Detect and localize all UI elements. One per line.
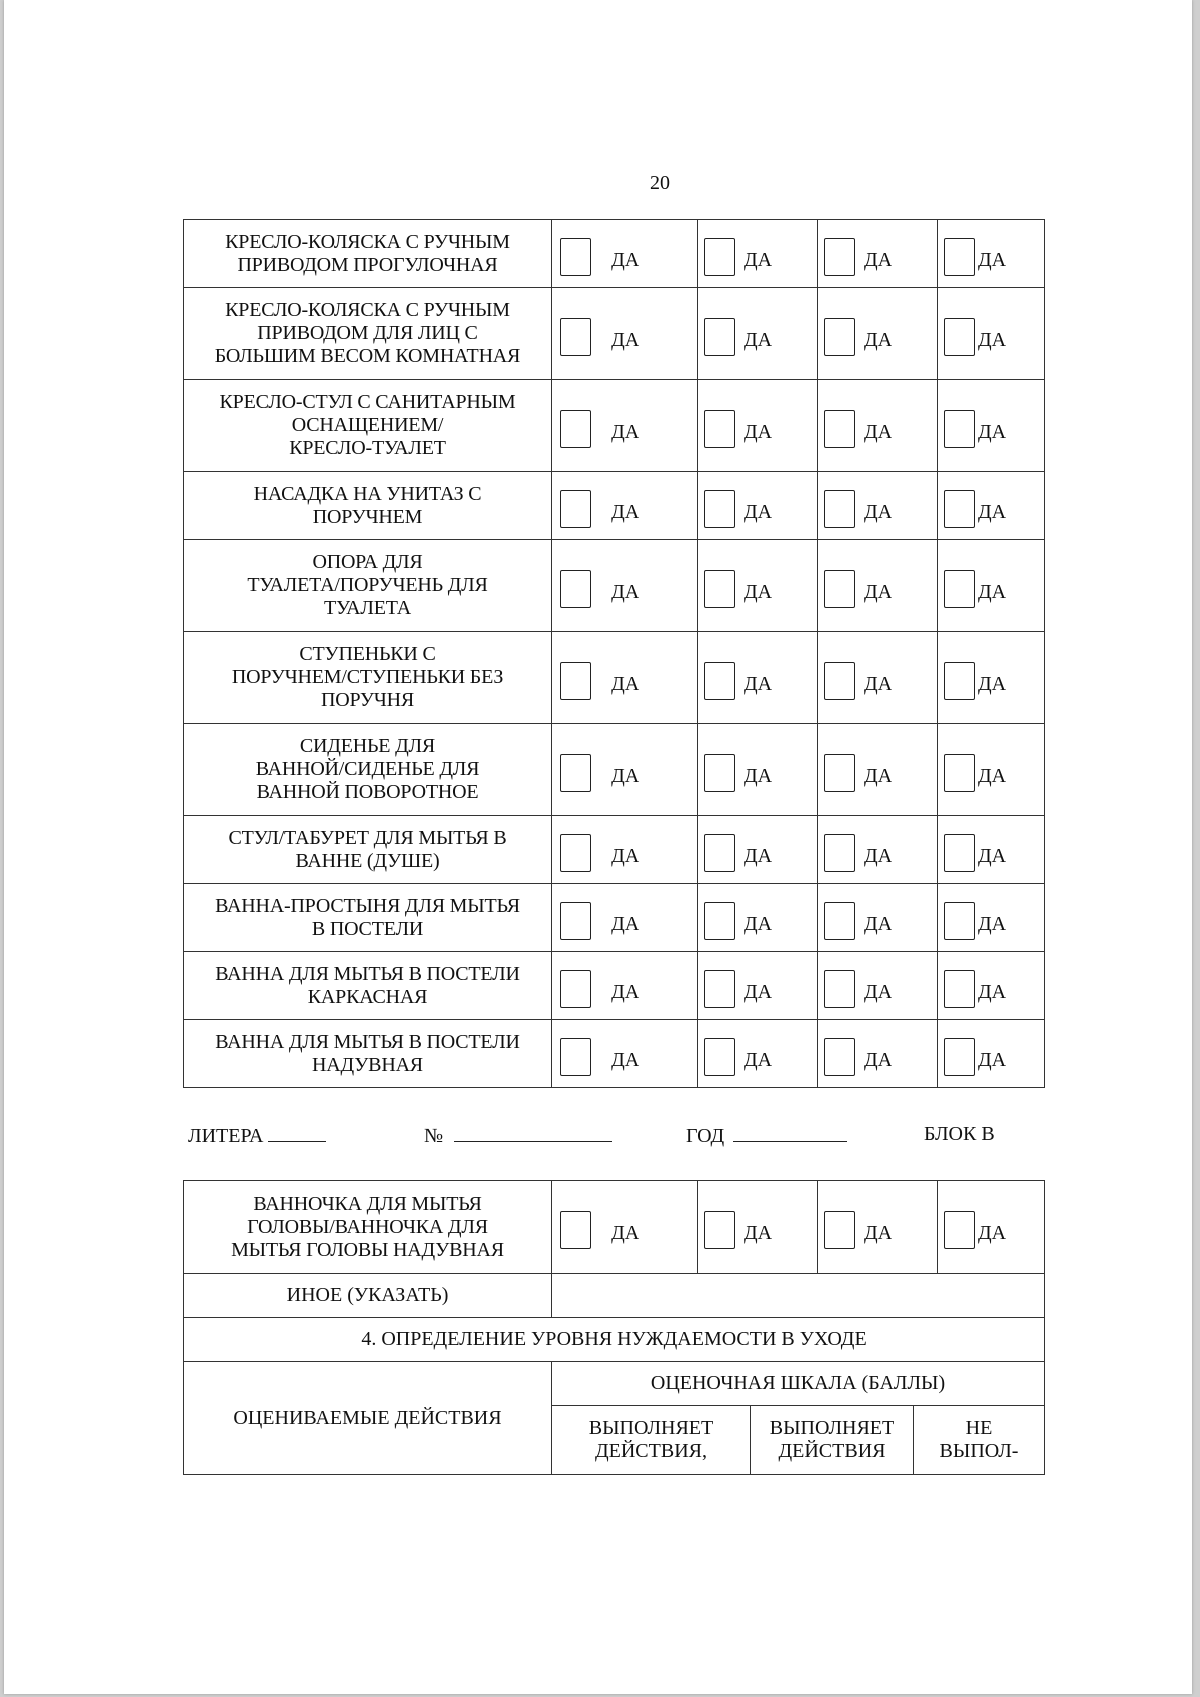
year-blank[interactable] bbox=[733, 1123, 847, 1142]
checkbox[interactable] bbox=[824, 834, 855, 872]
option-cell bbox=[938, 288, 1045, 380]
table-row bbox=[184, 380, 1045, 472]
checkbox[interactable] bbox=[560, 490, 591, 528]
checkbox[interactable] bbox=[560, 318, 591, 356]
option-label: ДА bbox=[611, 844, 640, 867]
checkbox[interactable] bbox=[944, 1038, 975, 1076]
checkbox[interactable] bbox=[944, 318, 975, 356]
needs-assessment-table bbox=[183, 1180, 1045, 1475]
option-label: ДА bbox=[864, 580, 893, 603]
option-cell bbox=[818, 472, 938, 540]
checkbox[interactable] bbox=[704, 238, 735, 276]
item-name-line: КРЕСЛО-СТУЛ С САНИТАРНЫМ bbox=[219, 391, 516, 413]
item-name-line: КРЕСЛО-ТУАЛЕТ bbox=[289, 437, 446, 459]
option-label: ДА bbox=[978, 844, 1007, 867]
scale-col-line: ДЕЙСТВИЯ, bbox=[595, 1440, 707, 1462]
option-label: ДА bbox=[744, 980, 773, 1003]
item-name-line: ВАННОЙ ПОВОРОТНОЕ bbox=[256, 781, 479, 803]
option-label: ДА bbox=[611, 912, 640, 935]
option-cell bbox=[698, 380, 818, 472]
checkbox[interactable] bbox=[824, 238, 855, 276]
option-label: ДА bbox=[978, 980, 1007, 1003]
item-name-line: СТУЛ/ТАБУРЕТ ДЛЯ МЫТЬЯ В bbox=[228, 826, 507, 849]
item-name-line: ТУАЛЕТА bbox=[323, 597, 412, 619]
checkbox[interactable] bbox=[824, 754, 855, 792]
scale-col-2 bbox=[751, 1406, 914, 1474]
option-label: ДА bbox=[611, 580, 640, 603]
option-cell bbox=[818, 816, 938, 884]
checkbox[interactable] bbox=[704, 902, 735, 940]
option-cell bbox=[818, 288, 938, 380]
item-name-line: ПОРУЧНЕМ bbox=[312, 505, 423, 528]
scale-header: ОЦЕНОЧНАЯ ШКАЛА (БАЛЛЫ) bbox=[552, 1362, 1045, 1406]
item-name-line: ОПОРА ДЛЯ bbox=[312, 551, 423, 573]
checkbox[interactable] bbox=[944, 238, 975, 276]
option-label: ДА bbox=[864, 844, 893, 867]
table-row bbox=[184, 220, 1045, 288]
table-row bbox=[184, 724, 1045, 816]
number-blank[interactable] bbox=[454, 1123, 612, 1142]
option-label: ДА bbox=[864, 1221, 893, 1244]
option-label: ДА bbox=[611, 980, 640, 1003]
table-row bbox=[184, 1274, 1045, 1318]
item-name-cell bbox=[184, 288, 552, 380]
scale-col-line: ВЫПОЛ- bbox=[939, 1440, 1019, 1462]
option-label: ДА bbox=[744, 764, 773, 787]
option-label: ДА bbox=[978, 500, 1007, 523]
option-label: ДА bbox=[744, 580, 773, 603]
checkbox[interactable] bbox=[704, 1038, 735, 1076]
item-name-cell bbox=[184, 472, 552, 540]
option-label: ДА bbox=[864, 500, 893, 523]
scale-columns bbox=[552, 1406, 1045, 1475]
table-row bbox=[184, 540, 1045, 632]
option-cell bbox=[698, 952, 818, 1020]
table-row bbox=[184, 1362, 1045, 1406]
option-label: ДА bbox=[978, 1048, 1007, 1071]
checkbox[interactable] bbox=[944, 1211, 975, 1249]
checkbox[interactable] bbox=[560, 1038, 591, 1076]
table-row bbox=[184, 884, 1045, 952]
other-label-cell: ИНОЕ (УКАЗАТЬ) bbox=[184, 1274, 552, 1318]
checkbox[interactable] bbox=[824, 570, 855, 608]
item-name-line: ТУАЛЕТА/ПОРУЧЕНЬ ДЛЯ bbox=[247, 574, 488, 596]
item-name-line: ОСНАЩЕНИЕМ/ bbox=[291, 414, 444, 436]
option-label: ДА bbox=[611, 420, 640, 443]
item-name-cell bbox=[184, 1181, 552, 1274]
block-label: БЛОК В bbox=[924, 1123, 995, 1145]
item-name-cell bbox=[184, 380, 552, 472]
option-label: ДА bbox=[744, 1048, 773, 1071]
item-name-line: КАРКАСНАЯ bbox=[307, 985, 428, 1008]
item-name-cell bbox=[184, 884, 552, 952]
option-label: ДА bbox=[978, 912, 1007, 935]
option-cell bbox=[818, 884, 938, 952]
item-name-cell bbox=[184, 540, 552, 632]
checkbox[interactable] bbox=[560, 970, 591, 1008]
item-name-line: СИДЕНЬЕ ДЛЯ bbox=[299, 735, 436, 757]
checkbox[interactable] bbox=[944, 902, 975, 940]
checkbox[interactable] bbox=[824, 1211, 855, 1249]
option-label: ДА bbox=[611, 248, 640, 271]
actions-header: ОЦЕНИВАЕМЫЕ ДЕЙСТВИЯ bbox=[184, 1362, 552, 1475]
table-row bbox=[184, 952, 1045, 1020]
item-name-line: КРЕСЛО-КОЛЯСКА С РУЧНЫМ bbox=[225, 299, 510, 321]
option-cell bbox=[938, 952, 1045, 1020]
checkbox[interactable] bbox=[944, 754, 975, 792]
item-name-line: ПОРУЧНЕМ/СТУПЕНЬКИ БЕЗ bbox=[231, 666, 504, 688]
option-cell bbox=[938, 724, 1045, 816]
item-name-cell bbox=[184, 952, 552, 1020]
option-label: ДА bbox=[611, 500, 640, 523]
option-cell bbox=[938, 1020, 1045, 1088]
option-cell bbox=[818, 1181, 938, 1274]
option-label: ДА bbox=[611, 328, 640, 351]
table-row bbox=[184, 816, 1045, 884]
option-label: ДА bbox=[864, 980, 893, 1003]
checkbox[interactable] bbox=[560, 902, 591, 940]
scale-col-3 bbox=[914, 1406, 1044, 1474]
checkbox[interactable] bbox=[704, 970, 735, 1008]
option-cell bbox=[698, 540, 818, 632]
scale-col-line: ДЕЙСТВИЯ bbox=[778, 1440, 886, 1462]
option-cell bbox=[938, 472, 1045, 540]
checkbox[interactable] bbox=[560, 1211, 591, 1249]
option-cell bbox=[698, 724, 818, 816]
table-row bbox=[184, 1318, 1045, 1362]
option-cell bbox=[938, 220, 1045, 288]
option-label: ДА bbox=[978, 580, 1007, 603]
item-name-line: СТУПЕНЬКИ С bbox=[299, 643, 436, 665]
checkbox[interactable] bbox=[944, 970, 975, 1008]
option-label: ДА bbox=[978, 248, 1007, 271]
option-label: ДА bbox=[611, 672, 640, 695]
checkbox[interactable] bbox=[560, 570, 591, 608]
item-name-line: ГОЛОВЫ/ВАННОЧКА ДЛЯ bbox=[247, 1215, 488, 1238]
option-cell bbox=[552, 540, 698, 632]
option-cell bbox=[938, 540, 1045, 632]
checkbox[interactable] bbox=[560, 238, 591, 276]
page-number: 20 bbox=[650, 172, 670, 194]
option-cell bbox=[552, 220, 698, 288]
checkbox[interactable] bbox=[824, 970, 855, 1008]
year-label: ГОД bbox=[686, 1125, 725, 1147]
item-name-line: ВАННА ДЛЯ МЫТЬЯ В ПОСТЕЛИ bbox=[215, 1030, 520, 1053]
option-cell bbox=[552, 632, 698, 724]
table-row bbox=[184, 1020, 1045, 1088]
option-cell bbox=[552, 1020, 698, 1088]
option-cell bbox=[552, 1181, 698, 1274]
checkbox[interactable] bbox=[704, 754, 735, 792]
option-label: ДА bbox=[611, 764, 640, 787]
option-label: ДА bbox=[978, 328, 1007, 351]
option-label: ДА bbox=[864, 420, 893, 443]
option-label: ДА bbox=[978, 420, 1007, 443]
option-label: ДА bbox=[864, 1048, 893, 1071]
item-name-line: МЫТЬЯ ГОЛОВЫ НАДУВНАЯ bbox=[231, 1238, 504, 1261]
option-cell bbox=[818, 724, 938, 816]
option-label: ДА bbox=[864, 672, 893, 695]
checkbox[interactable] bbox=[704, 834, 735, 872]
option-cell bbox=[552, 952, 698, 1020]
option-cell bbox=[818, 1020, 938, 1088]
option-cell bbox=[698, 1181, 818, 1274]
option-label: ДА bbox=[978, 1221, 1007, 1244]
litera-label: ЛИТЕРА bbox=[188, 1125, 264, 1147]
option-label: ДА bbox=[744, 1221, 773, 1244]
item-name-line: БОЛЬШИМ ВЕСОМ КОМНАТНАЯ bbox=[214, 345, 521, 367]
option-cell bbox=[938, 1181, 1045, 1274]
checkbox[interactable] bbox=[944, 490, 975, 528]
option-label: ДА bbox=[611, 1048, 640, 1071]
checkbox[interactable] bbox=[560, 754, 591, 792]
checkbox[interactable] bbox=[704, 570, 735, 608]
option-cell bbox=[698, 472, 818, 540]
table-row bbox=[184, 1181, 1045, 1274]
item-name-line: ПРИВОДОМ ПРОГУЛОЧНАЯ bbox=[237, 253, 498, 276]
equipment-table bbox=[183, 219, 1045, 1088]
option-cell bbox=[818, 632, 938, 724]
document-reference-line bbox=[188, 1123, 1008, 1149]
item-name-line: ВАННЕ (ДУШЕ) bbox=[295, 849, 440, 872]
option-cell bbox=[938, 884, 1045, 952]
scale-col-line: ВЫПОЛНЯЕТ bbox=[769, 1417, 895, 1439]
option-cell bbox=[818, 540, 938, 632]
checkbox[interactable] bbox=[824, 662, 855, 700]
checkbox[interactable] bbox=[704, 318, 735, 356]
item-name-line: ПОРУЧНЯ bbox=[320, 689, 415, 711]
option-cell bbox=[938, 380, 1045, 472]
option-label: ДА bbox=[611, 1221, 640, 1244]
item-name-line: ПРИВОДОМ ДЛЯ ЛИЦ С bbox=[257, 322, 478, 344]
option-cell bbox=[818, 220, 938, 288]
item-name-cell bbox=[184, 632, 552, 724]
checkbox[interactable] bbox=[824, 318, 855, 356]
other-input-cell[interactable] bbox=[552, 1274, 1045, 1318]
item-name-line: ВАННОЧКА ДЛЯ МЫТЬЯ bbox=[253, 1192, 482, 1215]
number-field bbox=[424, 1123, 612, 1148]
option-label: ДА bbox=[744, 844, 773, 867]
item-name-line: НАДУВНАЯ bbox=[312, 1053, 423, 1076]
table-row bbox=[184, 288, 1045, 380]
scale-col-line: НЕ bbox=[965, 1417, 993, 1439]
scale-col-line: ВЫПОЛНЯЕТ bbox=[588, 1417, 714, 1439]
option-label: ДА bbox=[744, 248, 773, 271]
item-name-line: ВАННА-ПРОСТЫНЯ ДЛЯ МЫТЬЯ bbox=[215, 894, 520, 917]
item-name-line: ВАННА ДЛЯ МЫТЬЯ В ПОСТЕЛИ bbox=[215, 962, 520, 985]
option-label: ДА bbox=[864, 764, 893, 787]
option-label: ДА bbox=[864, 328, 893, 351]
number-label: № bbox=[424, 1125, 444, 1147]
checkbox[interactable] bbox=[944, 834, 975, 872]
option-cell bbox=[552, 816, 698, 884]
checkbox[interactable] bbox=[704, 662, 735, 700]
item-name-line: НАСАДКА НА УНИТАЗ С bbox=[253, 482, 482, 505]
option-cell bbox=[698, 220, 818, 288]
option-label: ДА bbox=[864, 912, 893, 935]
checkbox[interactable] bbox=[704, 490, 735, 528]
option-cell bbox=[818, 380, 938, 472]
option-cell bbox=[698, 288, 818, 380]
checkbox[interactable] bbox=[944, 410, 975, 448]
checkbox[interactable] bbox=[560, 662, 591, 700]
option-cell bbox=[938, 816, 1045, 884]
option-label: ДА bbox=[744, 420, 773, 443]
litera-blank[interactable] bbox=[268, 1123, 326, 1142]
option-label: ДА bbox=[978, 672, 1007, 695]
checkbox[interactable] bbox=[560, 410, 591, 448]
option-cell bbox=[698, 816, 818, 884]
scale-col-1 bbox=[552, 1406, 751, 1474]
checkbox[interactable] bbox=[704, 410, 735, 448]
item-name-line: КРЕСЛО-КОЛЯСКА С РУЧНЫМ bbox=[225, 230, 510, 253]
option-cell bbox=[552, 380, 698, 472]
checkbox[interactable] bbox=[704, 1211, 735, 1249]
litera-field bbox=[188, 1123, 326, 1148]
option-cell bbox=[698, 1020, 818, 1088]
checkbox[interactable] bbox=[944, 662, 975, 700]
option-label: ДА bbox=[744, 912, 773, 935]
item-name-line: В ПОСТЕЛИ bbox=[311, 917, 424, 940]
item-name-cell bbox=[184, 816, 552, 884]
option-label: ДА bbox=[864, 248, 893, 271]
option-cell bbox=[552, 724, 698, 816]
option-cell bbox=[698, 632, 818, 724]
table-row bbox=[184, 472, 1045, 540]
option-label: ДА bbox=[744, 328, 773, 351]
option-cell bbox=[818, 952, 938, 1020]
item-name-line: ВАННОЙ/СИДЕНЬЕ ДЛЯ bbox=[255, 758, 480, 780]
item-name-cell bbox=[184, 220, 552, 288]
checkbox[interactable] bbox=[944, 570, 975, 608]
item-name-cell bbox=[184, 1020, 552, 1088]
option-label: ДА bbox=[744, 500, 773, 523]
option-label: ДА bbox=[744, 672, 773, 695]
option-label: ДА bbox=[978, 764, 1007, 787]
year-field bbox=[686, 1123, 847, 1148]
checkbox[interactable] bbox=[824, 490, 855, 528]
checkbox[interactable] bbox=[824, 410, 855, 448]
checkbox[interactable] bbox=[560, 834, 591, 872]
item-name-cell bbox=[184, 724, 552, 816]
checkbox[interactable] bbox=[824, 1038, 855, 1076]
table-row bbox=[184, 632, 1045, 724]
option-cell bbox=[552, 288, 698, 380]
option-cell bbox=[552, 884, 698, 952]
option-cell bbox=[552, 472, 698, 540]
option-cell bbox=[938, 632, 1045, 724]
option-cell bbox=[698, 884, 818, 952]
section-title: 4. ОПРЕДЕЛЕНИЕ УРОВНЯ НУЖДАЕМОСТИ В УХОДЕ bbox=[184, 1318, 1045, 1362]
checkbox[interactable] bbox=[824, 902, 855, 940]
